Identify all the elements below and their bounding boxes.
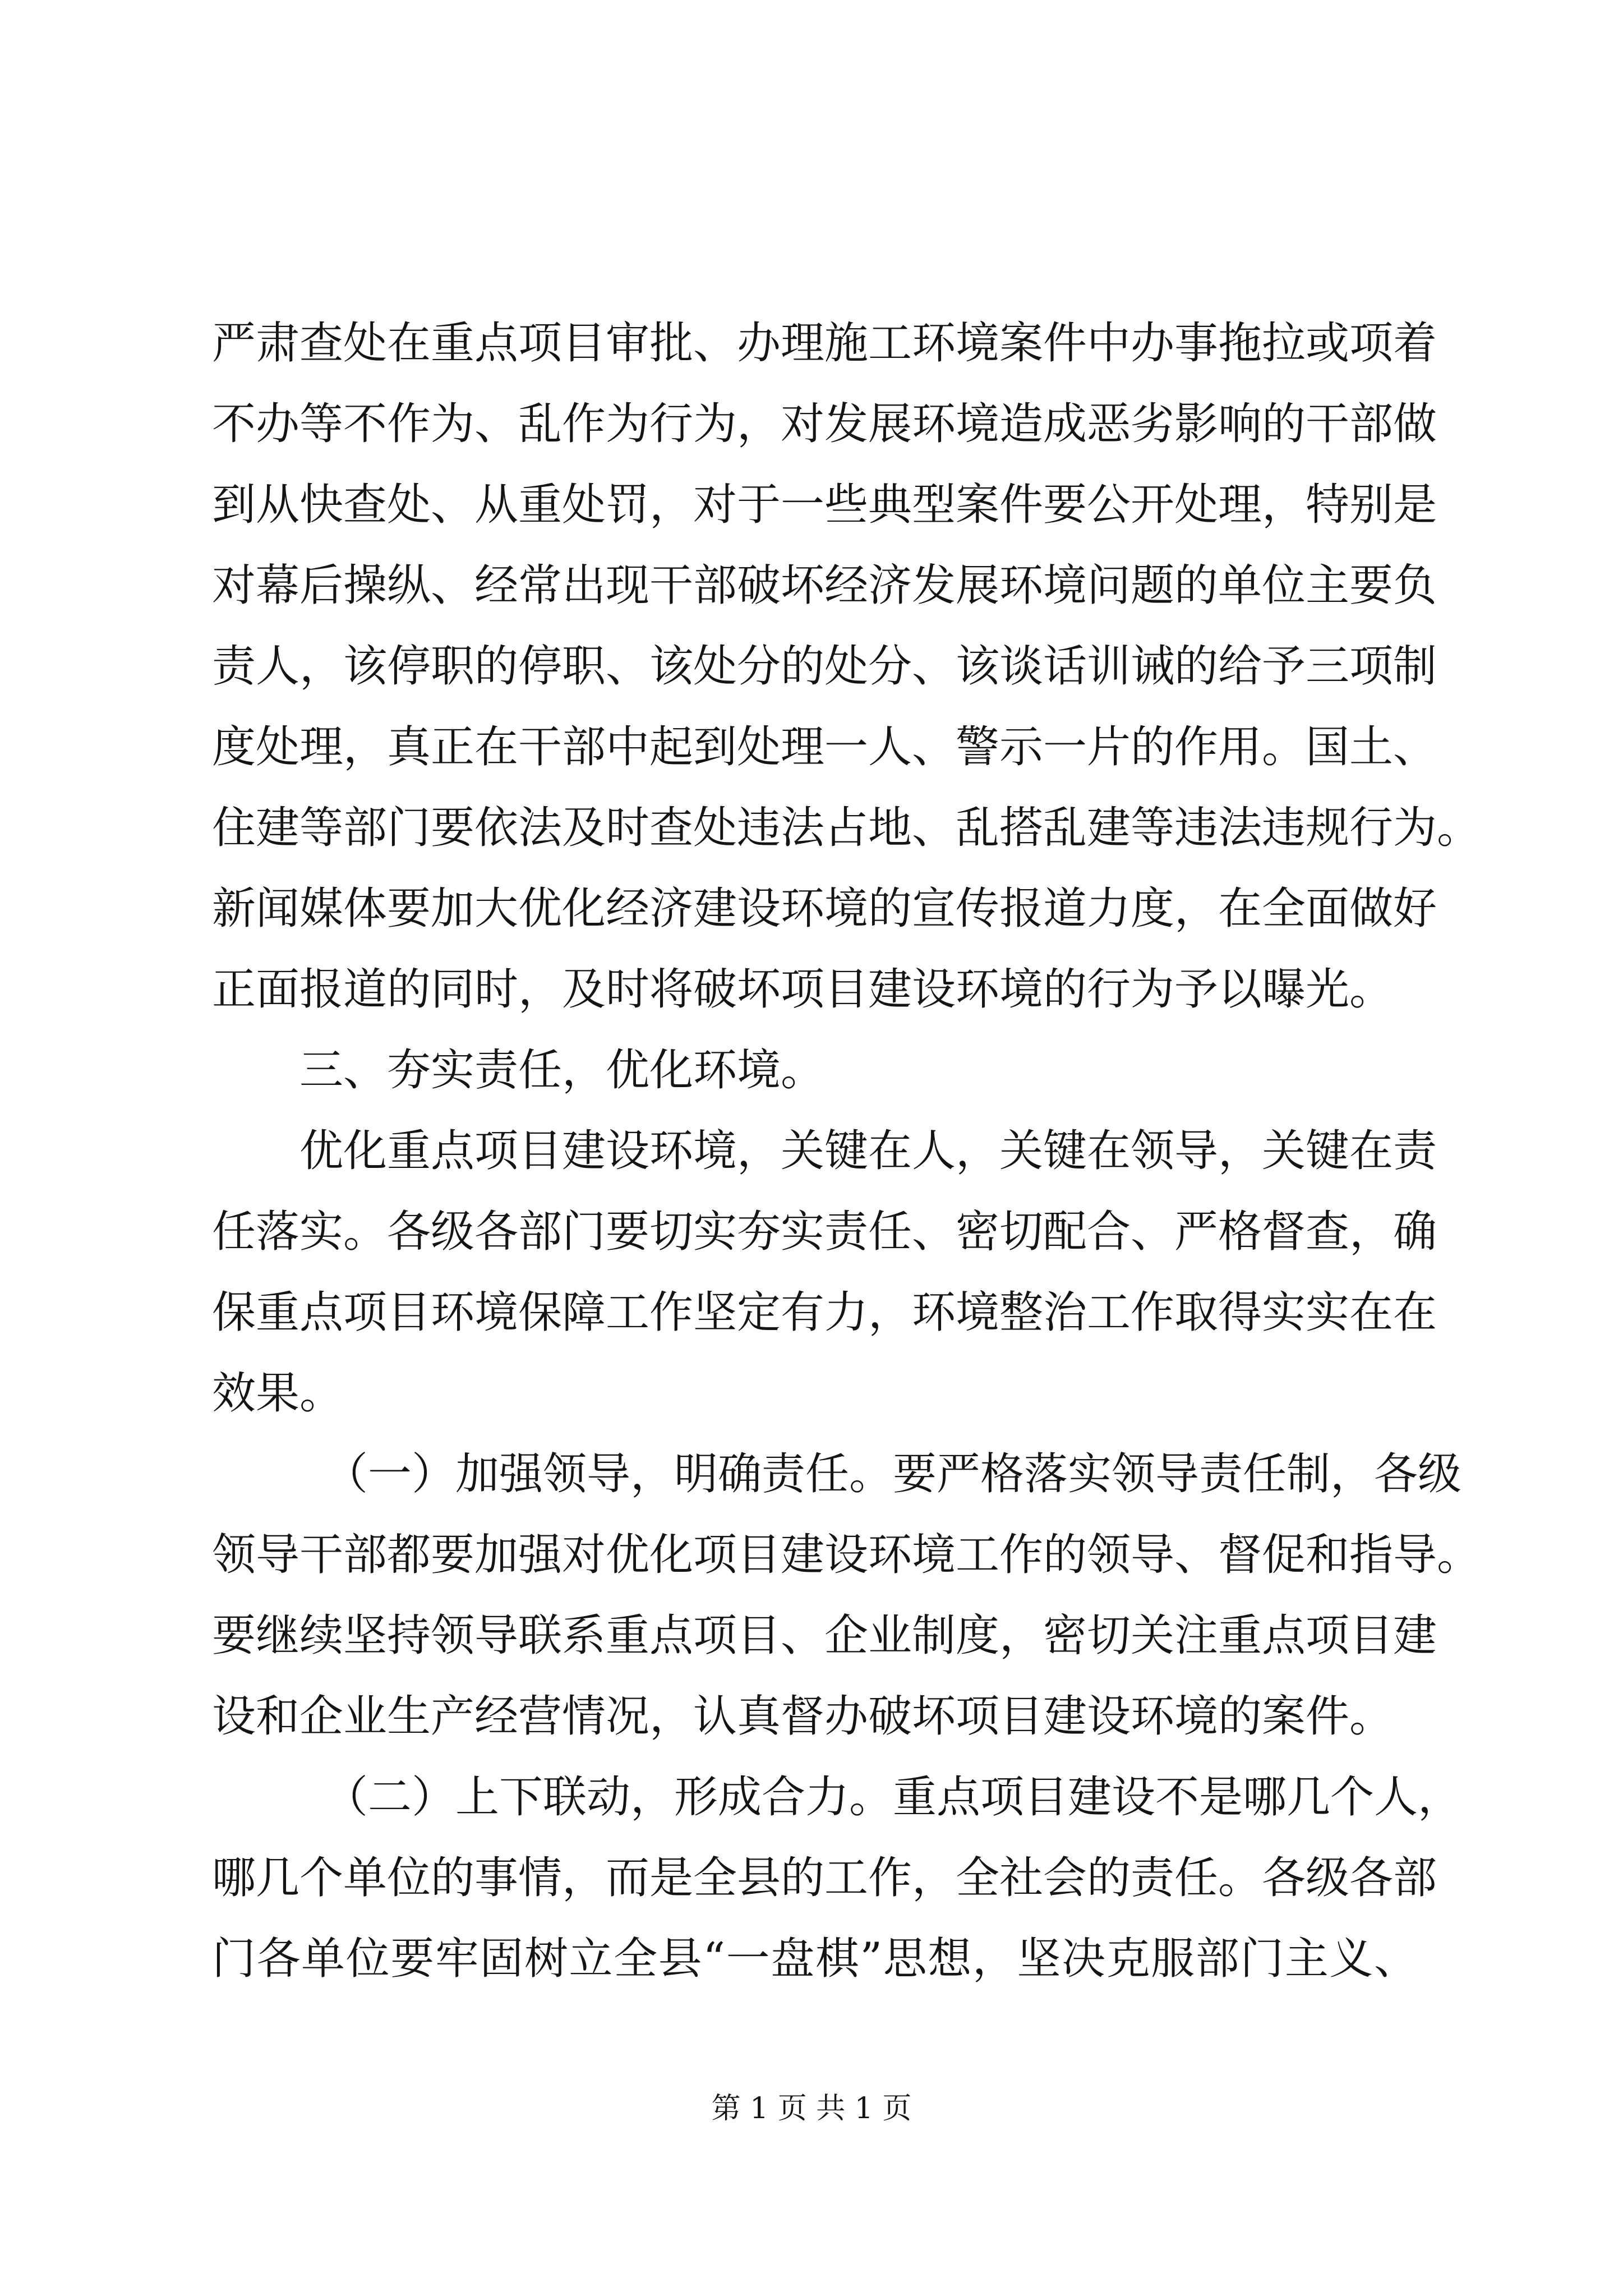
text-line: 三、夯实责任，优化环境。	[299, 1045, 825, 1096]
text-line: 新闻媒体要加大优化经济建设环境的宣传报道力度，在全面做好	[212, 884, 1437, 934]
text-line: 到从快查处、从重处罚，对于一些典型案件要公开处理，特别是	[212, 480, 1437, 530]
text-line: （一）加强领导，明确责任。要严格落实领导责任制，各级	[324, 1449, 1462, 1499]
document-body	[212, 303, 1481, 1999]
text-line: （二）上下联动，形成合力。重点项目建设不是哪几个人，	[324, 1772, 1462, 1823]
text-line: 优化重点项目建设环境，关键在人，关键在领导，关键在责	[299, 1126, 1437, 1176]
text-line: 要继续坚持领导联系重点项目、企业制度，密切关注重点项目建	[212, 1611, 1437, 1661]
text-line: 设和企业生产经营情况，认真督办破坏项目建设环境的案件。	[212, 1691, 1394, 1742]
page-footer: 第 1 页 共 1 页	[711, 2092, 912, 2125]
text-line: 对幕后操纵、经常出现干部破坏经济发展环境问题的单位主要负	[212, 560, 1437, 611]
text-line: 门各单位要牢固树立全县“一盘棋”思想，坚决克服部门主义、	[212, 1934, 1418, 1984]
text-line: 哪几个单位的事情，而是全县的工作，全社会的责任。各级各部	[212, 1853, 1437, 1903]
text-line: 任落实。各级各部门要切实夯实责任、密切配合、严格督查，确	[212, 1207, 1437, 1257]
text-line: 效果。	[212, 1368, 344, 1419]
text-line: 领导干部都要加强对优化项目建设环境工作的领导、督促和指导。	[212, 1530, 1481, 1580]
text-line: 不办等不作为、乱作为行为，对发展环境造成恶劣影响的干部做	[212, 399, 1437, 449]
text-line: 保重点项目环境保障工作坚定有力，环境整治工作取得实实在在	[212, 1287, 1437, 1338]
text-line: 责人，该停职的停职、该处分的处分、该谈话训诫的给予三项制	[212, 641, 1437, 692]
text-line: 正面报道的同时，及时将破坏项目建设环境的行为予以曝光。	[212, 964, 1394, 1015]
text-line: 严肃查处在重点项目审批、办理施工环境案件中办事拖拉或项着	[212, 318, 1437, 369]
text-line: 度处理，真正在干部中起到处理一人、警示一片的作用。国土、	[212, 722, 1437, 772]
text-line: 住建等部门要依法及时查处违法占地、乱搭乱建等违法违规行为。	[212, 803, 1481, 853]
